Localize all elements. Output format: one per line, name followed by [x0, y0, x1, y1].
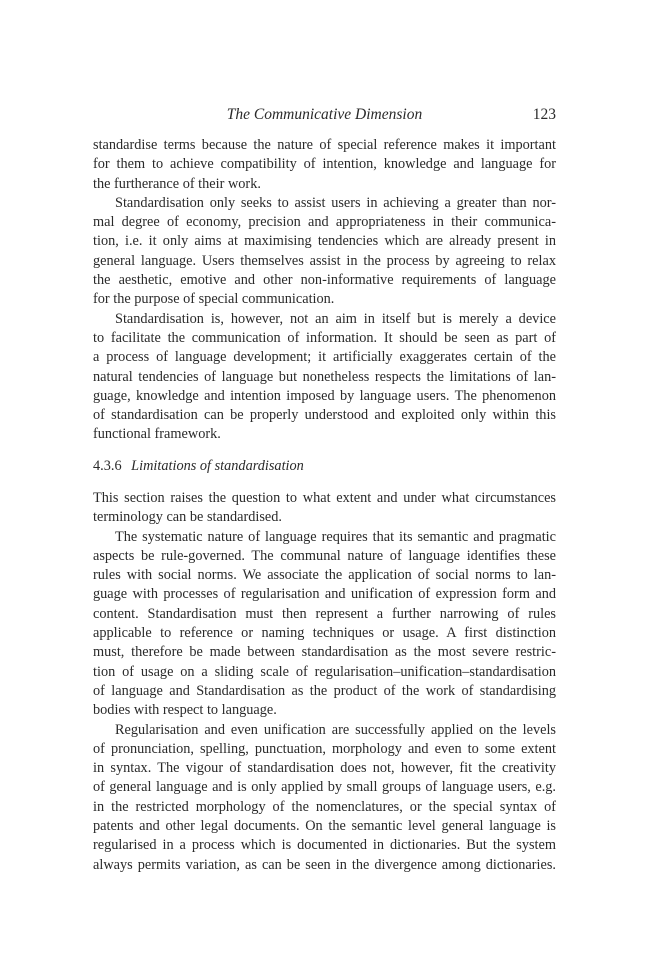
text-line: natural tendencies of language but nonetheless respects the limitations of lan- [93, 368, 556, 385]
text-line: This section raises the question to what extent and under what circumstances [93, 490, 556, 506]
text-line: applicable to reference or naming techniques or usage. A first distinction [93, 625, 556, 642]
text-line: tion of usage on a sliding scale of regularisation–unification–standardisation [93, 663, 556, 680]
text-line: guage with processes of regularisation and unification of expression form and [93, 586, 556, 603]
text-line: must, therefore be made between standardisation as the most severe restric- [93, 644, 556, 661]
section-title: Limitations of standardisation [131, 458, 304, 474]
text-line: of pronunciation, spelling, punctuation, morphology and even to some extent [93, 740, 556, 757]
text-line: standardise terms because the nature of special reference makes it important [93, 137, 556, 153]
text-line: regularised in a process which is documented in dictionaries. But the system [93, 837, 556, 854]
running-title: The Communicative Dimension [226, 106, 423, 123]
section-number: 4.3.6 [93, 458, 122, 474]
text-line: general language. Users themselves assist in the process by agreeing to relax [93, 252, 556, 269]
text-line: the aesthetic, emotive and other non-informative requirements of language [93, 272, 556, 289]
text-line: for them to achieve compatibility of intention, knowledge and language for [93, 156, 556, 173]
text-line: Standardisation is, however, not an aim in itself but is merely a device [115, 310, 556, 327]
text-line: terminology can be standardised. [93, 509, 282, 526]
text-line: always permits variation, as can be seen in the divergence among dictionaries. [93, 856, 556, 873]
text-line: tion, i.e. it only aims at maximising tendencies which are already present in [93, 233, 556, 250]
text-line: Regularisation and even unification are successfully applied on the levels [115, 721, 556, 738]
text-line: The systematic nature of language requires that its semantic and pragmatic [115, 528, 556, 545]
text-line: Standardisation only seeks to assist users in achieving a greater than nor- [115, 194, 556, 211]
text-line: of general language and is only applied by small groups of language users, e.g. [93, 779, 556, 796]
page-number: 123 [532, 106, 556, 123]
page-header [93, 104, 556, 126]
text-line: bodies with respect to language. [93, 702, 277, 719]
text-line: mal degree of economy, precision and appropriateness in their communica- [93, 214, 556, 231]
text-line: patents and other legal documents. On the semantic level general language is [93, 818, 556, 835]
text-line: content. Standardisation must then represent a further narrowing of rules [93, 605, 556, 622]
text-line: to facilitate the communication of information. It should be seen as part of [93, 329, 556, 346]
text-line: a process of language development; it artificially exaggerates certain of the [93, 349, 556, 366]
text-line: functional framework. [93, 426, 221, 443]
text-line: guage, knowledge and intention imposed by language users. The phenomenon [93, 387, 556, 404]
text-line: of standardisation can be properly understood and exploited only within this [93, 407, 556, 424]
section-heading [93, 456, 304, 476]
text-line: of language and Standardisation as the product of the work of standardising [93, 682, 556, 699]
text-line: for the purpose of special communication. [93, 291, 335, 308]
text-line: in the restricted morphology of the nomenclatures, or the special syntax of [93, 798, 556, 815]
text-line: rules with social norms. We associate the application of social norms to lan- [93, 567, 556, 584]
text-line: the furtherance of their work. [93, 175, 261, 192]
text-line: aspects be rule-governed. The communal nature of language identifies these [93, 547, 556, 564]
body-text-block-2 [93, 489, 556, 875]
text-line: in syntax. The vigour of standardisation does not, however, fit the creativity [93, 760, 556, 777]
body-text-block-1 [93, 136, 556, 445]
